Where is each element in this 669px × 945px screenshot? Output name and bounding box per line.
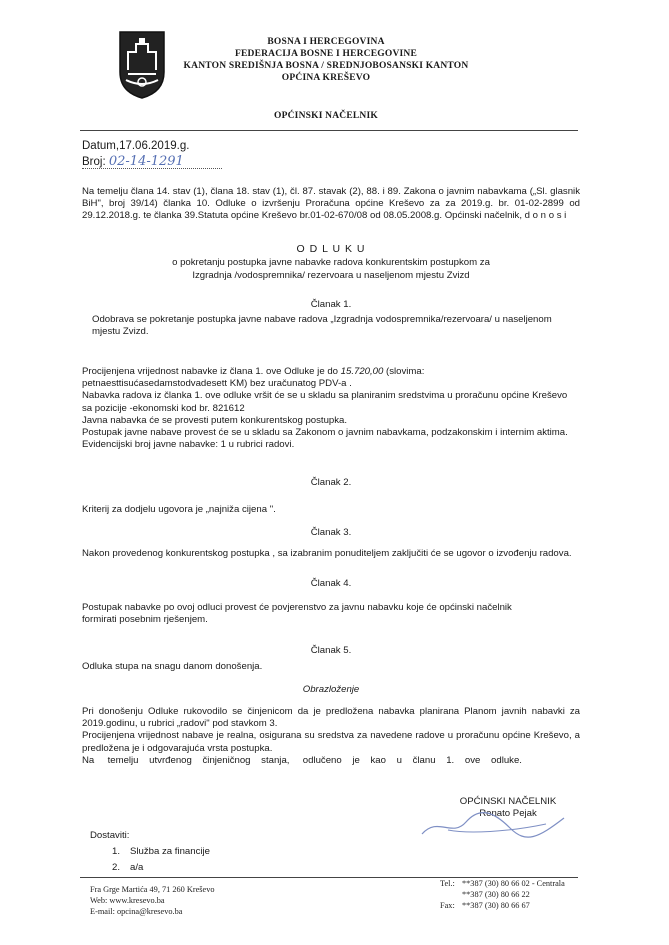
number-underline (82, 168, 222, 169)
intro-paragraph: Na temelju člana 14. stav (1), člana 18. stav (1), čl. 87. stavak (2), 88. i 89. Zakona o javnim nabavkama („Sl. glasnik BiH", broj 39/14) članka 10. Odluke o izvršenju Proračuna općine Kreševo za za 2019.g. br. 01-02-2899 od 29.12.2018.g. te članka 39.Statuta općine Kreševo br.01-02-670/08 od 08.05.2008.g. Općinski načelnik, d o n o s i (82, 186, 580, 222)
footer-contact-right (440, 878, 580, 911)
article-4-text: Postupak nabavke po ovoj odluci provest će povjerenstvo za javnu nabavku koje će općinski načelnik formirati posebnim rješenjem. (82, 602, 512, 626)
explanation-block (82, 706, 580, 767)
article-2-text: Kriterij za dodjelu ugovora je „najniža cijena ". (82, 504, 276, 515)
details-evidence-number: Evidencijski broj javne nabavke: 1 u rubrici radovi. (82, 439, 295, 451)
document-number (82, 154, 184, 169)
explanation-p1: Pri donošenju Odluke rukovodilo se činjenicom da je predložena nabavka planirana Planom javnih nabavki za 2019.godinu, u rubrici „radovi" pod stavkom 3. (82, 706, 580, 730)
footer-contact-left (90, 884, 215, 917)
decision-title: O D L U K U (296, 243, 366, 255)
distribution-item-1: 1. Služba za financije (112, 846, 210, 857)
decision-subtitle-2: Izgradnja /vodospremnika/ rezervoara u naseljenom mjestu Zvizd (192, 270, 470, 281)
header-divider (80, 130, 578, 131)
document-number-handwritten: 02-14-1291 (108, 154, 184, 169)
article-1-text: Odobrava se pokretanje postupka javne nabave radova „Izgradnja vodospremnika/rezervoara/ u naseljenom mjestu Zvizd. (92, 314, 552, 338)
article-4-heading: Članak 4. (310, 578, 352, 589)
header-federation: FEDERACIJA BOSNE I HERCEGOVINE (234, 49, 418, 59)
details-budget-position: Nabavka radova iz članka 1. ove odluke vršit će se u skladu sa planiranim sredstvima u proračunu općine Kreševo sa pozicije -ekonomski kod br. 821612 (82, 390, 568, 414)
article-3-heading: Članak 3. (310, 527, 352, 538)
explanation-p3: Na temelju utvrđenog činjeničnog stanja, odlučeno je kao u članu 1. ove odluke. (82, 754, 522, 766)
letterhead (170, 36, 482, 84)
details-law: Postupak javne nabave provest će se u skladu sa Zakonom o javnim nabavkama, podzakonskim i internim aktima. (82, 427, 568, 439)
details-estimated-value: Procijenjena vrijednost nabavke iz člana 1. ove Odluke je do 15.720,00 (slovima: petnaesttisućasedamstodvadesett KM) bez uračunatog PDV-a . (82, 366, 425, 390)
header-country: BOSNA I HERCEGOVINA (267, 37, 385, 47)
distribution-item-2: 2. a/a (112, 862, 144, 873)
explanation-heading: Obrazloženje (302, 684, 360, 695)
details-procedure: Javna nabavka će se provesti putem konkurentskog postupka. (82, 414, 348, 426)
footer-fax: Fax: **387 (30) 80 66 67 (440, 901, 530, 910)
coat-of-arms-logo (118, 30, 166, 100)
article-5-heading: Članak 5. (310, 645, 352, 656)
decision-subtitle-1: o pokretanju postupka javne nabavke radova konkurentskim postupkom za (172, 257, 490, 268)
explanation-p2: Procijenjena vrijednost nabave je realna, osigurana su sredstva za navedene radove u proračunu općine Kreševo, a predložena je i odgovarajuća vrsta postupka. (82, 730, 580, 754)
document-date: Datum,17.06.2019.g. (82, 140, 190, 152)
article-5-text: Odluka stupa na snagu danom donošenja. (82, 661, 263, 672)
details-block (82, 366, 572, 451)
distribution-label: Dostaviti: (90, 830, 130, 841)
header-canton: KANTON SREDIŠNJA BOSNA / SREDNJOBOSANSKI KANTON (183, 61, 469, 71)
footer-tel-2: **387 (30) 80 66 22 (462, 890, 530, 899)
signature-title: OPĆINSKI NAČELNIK (459, 796, 557, 807)
signature-name: Renato Pejak (479, 808, 537, 819)
footer-web: Web: www.kresevo.ba (90, 896, 165, 905)
article-3-text: Nakon provedenog konkurentskog postupka , sa izabranim ponuditeljem zaključiti će se ugovor o izvođenju radova. (82, 548, 572, 559)
article-2-heading: Članak 2. (310, 477, 352, 488)
header-municipality: OPĆINA KREŠEVO (281, 73, 371, 83)
article-1-heading: Članak 1. (310, 299, 352, 310)
details-amount: 15.720,00 (340, 366, 384, 377)
document-number-label: Broj: (82, 156, 106, 168)
header-office: OPĆINSKI NAČELNIK (274, 111, 378, 121)
footer-email: E-mail: opcina@kresevo.ba (90, 907, 183, 916)
footer-tel-1: Tel.: **387 (30) 80 66 02 - Centrala (440, 879, 565, 888)
footer-address: Fra Grge Martića 49, 71 260 Kreševo (90, 885, 215, 894)
signature-scribble (418, 808, 568, 840)
